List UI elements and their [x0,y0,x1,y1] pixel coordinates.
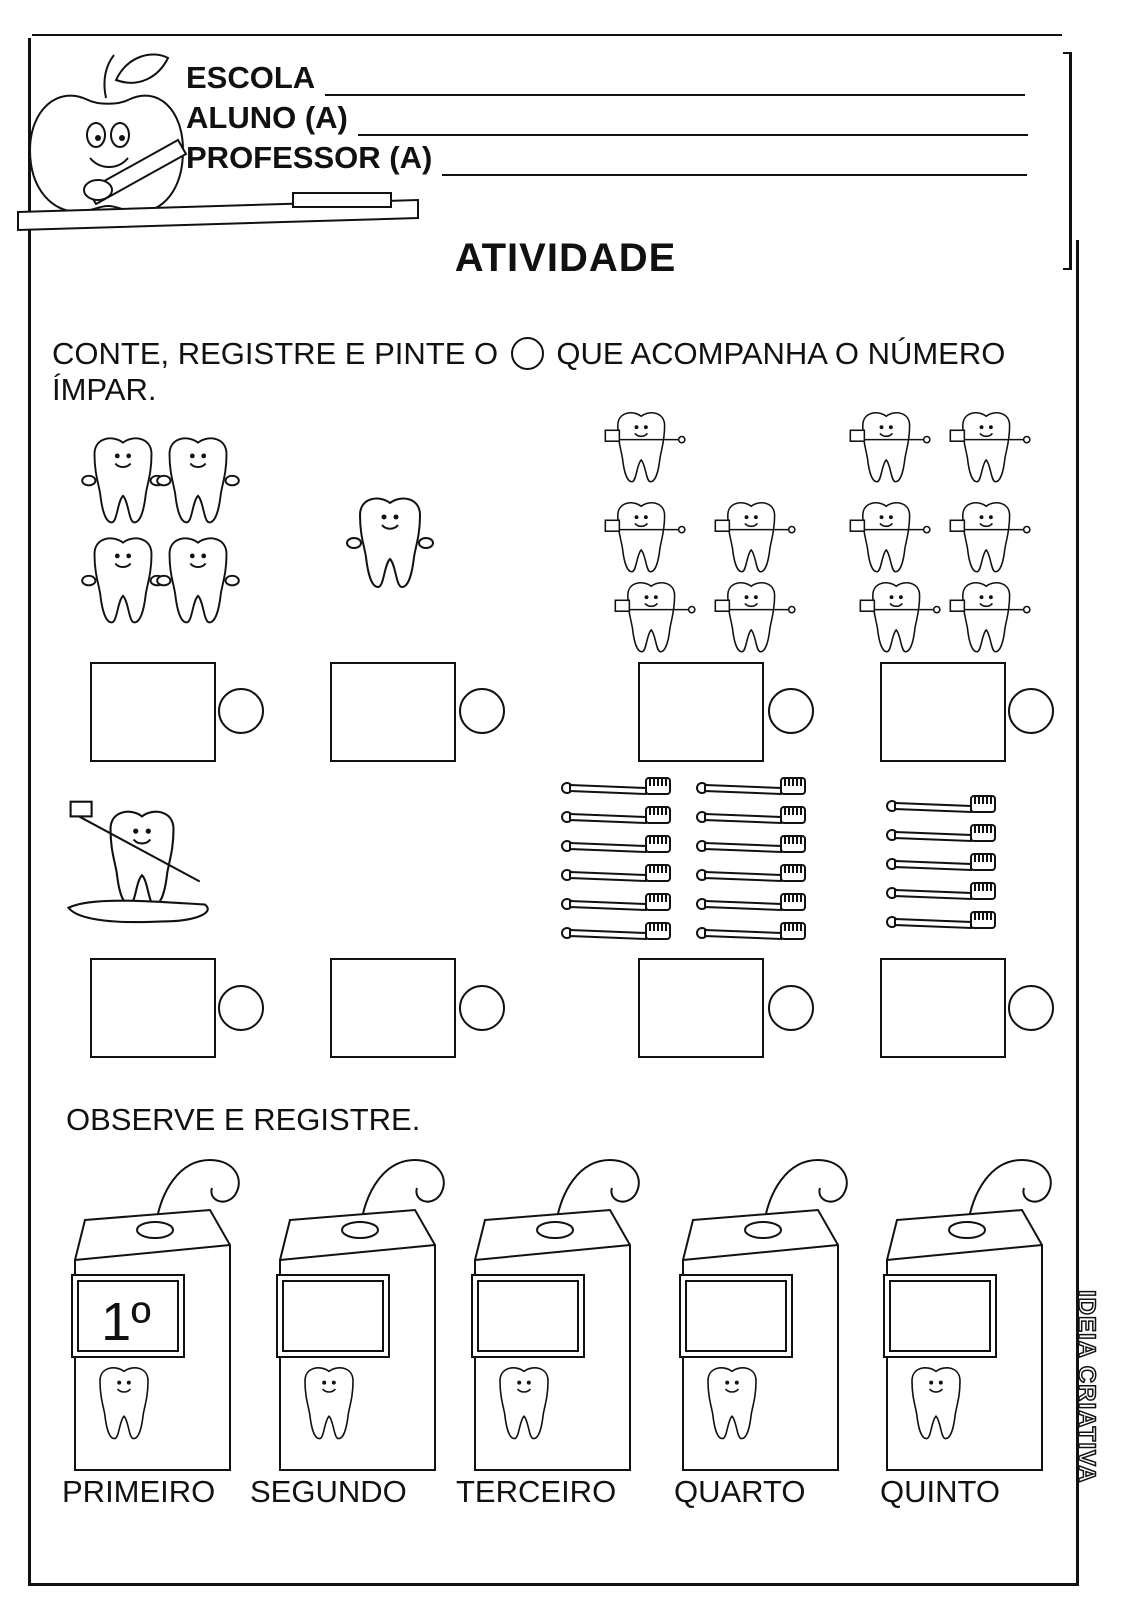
instruction-text-end: QUE ACOMPANHA O NÚMERO ÍMPAR. [52,336,1006,407]
ordinal-value: 1º [101,1292,151,1352]
teacher-label: PROFESSOR (A) [186,140,433,175]
ordinal-label-1: PRIMEIRO [62,1474,216,1509]
student-label: ALUNO (A) [186,100,348,135]
watermark [1062,1290,1102,1590]
ordinal-label-5: QUINTO [880,1474,1000,1509]
ordinal-label-3: TERCEIRO [456,1474,617,1509]
mouthwash-bottle-icon [472,1160,639,1470]
observe-instruction: OBSERVE E REGISTRE. [66,1102,421,1137]
instruction-text-start: CONTE, REGISTRE E PINTE O [52,336,499,371]
page-title: ATIVIDADE [454,236,677,280]
school-label: ESCOLA [186,60,316,95]
watermark-text: IDEIA CRIATIVA [1073,1290,1100,1484]
ordinal-label-2: SEGUNDO [250,1474,407,1509]
ordinal-label-4: QUARTO [674,1474,806,1509]
mouthwash-bottle-icon [72,1160,239,1470]
mouthwash-bottle-icon [680,1160,847,1470]
mouthwash-bottle-icon [884,1160,1051,1470]
mouthwash-bottle-icon [277,1160,444,1470]
